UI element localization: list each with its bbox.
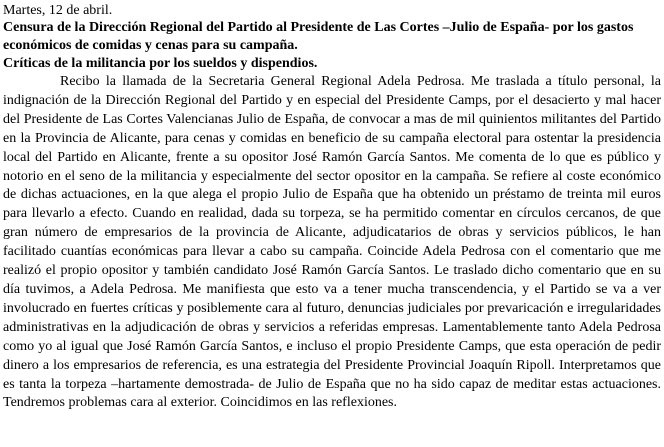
entry-date: Martes, 12 de abril.: [3, 3, 113, 18]
entry-heading: Censura de la Dirección Regional del Partido al Presidente de Las Cortes –Julio de España- por los gastos económicos de comidas y cenas para su campaña.: [3, 20, 634, 53]
entry-subheading: Críticas de la militancia por los sueldos y dispendios.: [3, 56, 318, 71]
entry-body: Recibo la llamada de la Secretaria General Regional Adela Pedrosa. Me traslada a título personal, la indignación de la Dirección Regional del Partido y en especial del Presidente Camps, por el desacierto y mal hacer del Presidente de Las Cortes Valencianas Julio de España, de convocar a mas de mil quinientos militantes del Partido en la Provincia de Alicante, para cenas y comidas en beneficio de su campaña electoral para ostentar la presidencia local del Partido en Alicante, frente a su opositor José Ramón García Santos. Me comenta de lo que es público y notorio en el seno de la militancia y especialmente del sector opositor en la campaña. Se refiere al coste económico de dichas actuaciones, en la que alega el propio Julio de España que ha obtenido un préstamo de treinta mil euros para llevarlo a efecto. Cuando en realidad, dada su torpeza, se ha permitido comentar en círculos cercanos, de que gran número de empresarios de la provincia de Alicante, adjudicatarios de obras y servicios públicos, le han facilitado cuantías económicas para llevar a cabo su campaña. Coincide Adela Pedrosa con el comentario que me realizó el propio opositor y también candidato José Ramón García Santos. Le traslado dicho comentario que en su día tuvimos, a Adela Pedrosa. Me manifiesta que esto va a tener mucha transcendencia, y el Partido se va a ver involucrado en fuertes críticas y posiblemente cara al futuro, denuncias judiciales por prevaricación e irregularidades administrativas en la adjudicación de obras y servicios a referidas empresas. Lamentablemente tanto Adela Pedrosa como yo al igual que José Ramón García Santos, e incluso el propio Presidente Camps, que esta operación de pedir dinero a los empresarios de referencia, es una estrategia del Presidente Provincial Joaquín Ripoll. Interpretamos que es tanta la torpeza –hartamente demostrada- de Julio de España que no ha sido capaz de meditar estas actuaciones. Tendremos problemas cara al exterior. Coincidimos en las reflexiones.: [3, 74, 661, 411]
